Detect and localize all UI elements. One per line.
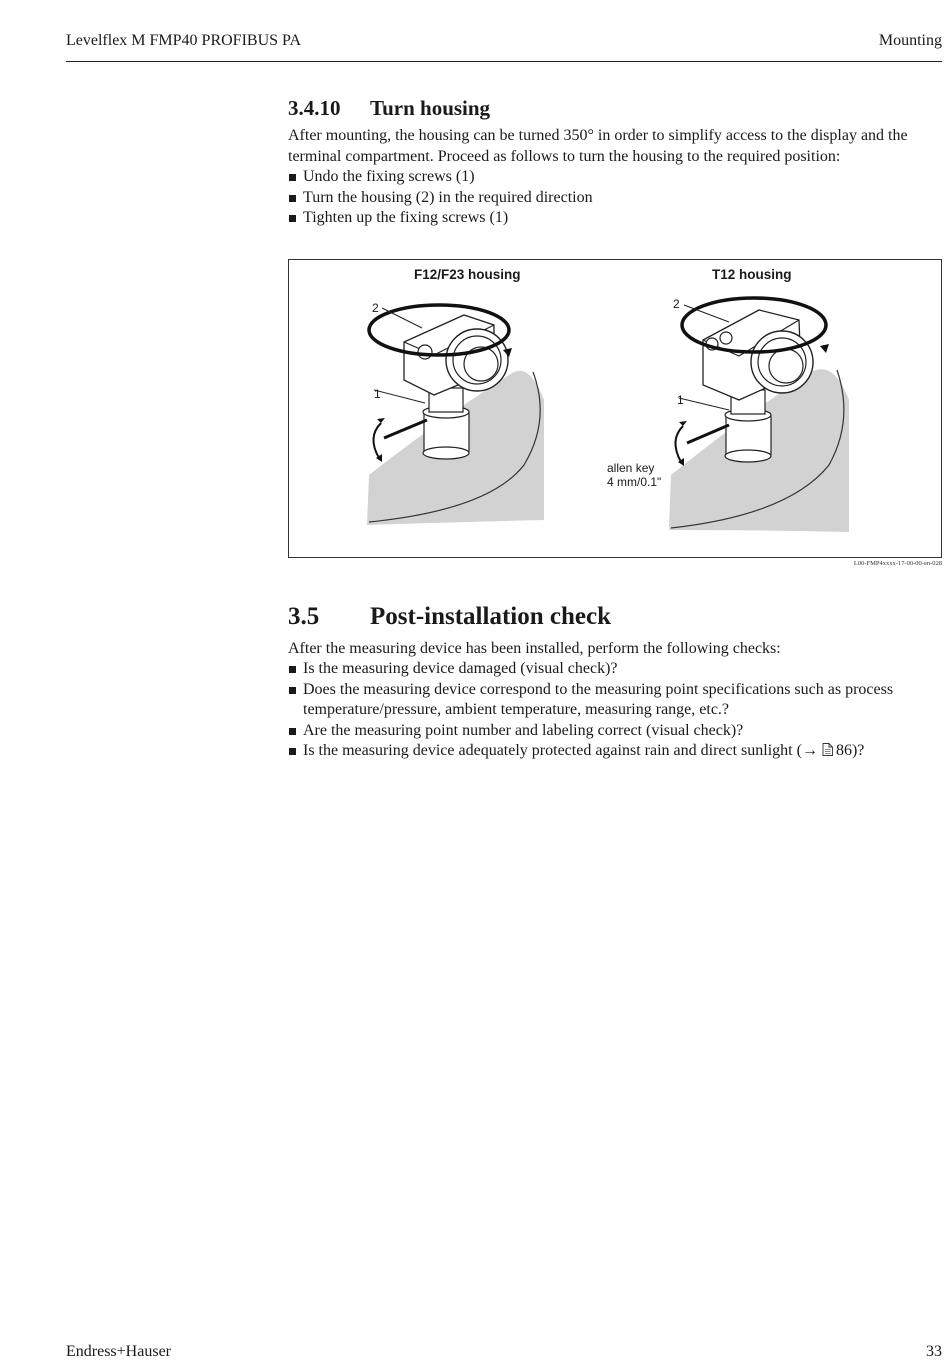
turn-housing-figure: [288, 259, 942, 558]
section-title: Post-installation check: [370, 602, 611, 630]
section-title: Turn housing: [370, 96, 491, 120]
check-text: Is the measuring device adequately protected against rain and direct sunlight (: [303, 742, 802, 759]
callout-screw-right: 1: [677, 392, 684, 407]
section-number: 3.5: [288, 602, 320, 630]
header-document-title: Levelflex M FMP40 PROFIBUS PA: [66, 32, 302, 49]
turn-housing-intro: After mounting, the housing can be turned 350° in order to simplify access to the display and the terminal compartment. Proceed as follows to turn the housing to the required position:: [288, 127, 908, 165]
allen-key-label: allen key: [607, 460, 655, 475]
section-post-installation-heading: [288, 603, 942, 639]
callout-screw-left: 1: [374, 386, 381, 401]
section-turn-housing-heading: [288, 96, 942, 126]
page-reference-icon: [822, 743, 833, 756]
list-item: [288, 741, 942, 762]
page-header: [66, 32, 942, 62]
post-installation-intro: After the measuring device has been installed, perform the following checks:: [288, 639, 781, 657]
t12-housing-title: T12 housing: [712, 266, 792, 282]
list-item: Turn the housing (2) in the required direction: [288, 188, 942, 209]
allen-key-note: [607, 461, 661, 489]
list-item: Undo the fixing screws (1): [288, 167, 942, 188]
page-reference: 86)?: [835, 742, 865, 759]
post-installation-checks: [288, 659, 942, 762]
page-number: 33: [926, 1343, 942, 1360]
f12-housing-title: F12/F23 housing: [414, 266, 521, 282]
list-item: Is the measuring device damaged (visual check)?: [288, 659, 942, 680]
callout-housing-left: 2: [372, 300, 379, 315]
figure-code: L00-FMP4xxxx-17-00-00-en-028: [853, 559, 942, 567]
housing-illustration: [289, 260, 941, 557]
t12-housing-drawing: [669, 298, 849, 532]
header-chapter: Mounting: [878, 32, 942, 49]
section-number: 3.4.10: [288, 96, 341, 120]
turn-housing-steps: [288, 167, 942, 229]
page-content: [288, 96, 942, 762]
list-item: Are the measuring point number and labeling correct (visual check)?: [288, 721, 942, 742]
callout-housing-right: 2: [673, 296, 680, 311]
arrow-right-icon: →: [801, 742, 818, 759]
f12-housing-drawing: [367, 305, 544, 525]
list-item: Tighten up the fixing screws (1): [288, 208, 942, 229]
footer-company: Endress+Hauser: [66, 1343, 171, 1360]
list-item: Does the measuring device correspond to the measuring point specifications such as process temperature/pressure, ambient temperature, measuring range, etc.?: [288, 680, 942, 721]
allen-key-size: 4 mm/0.1": [607, 474, 662, 489]
